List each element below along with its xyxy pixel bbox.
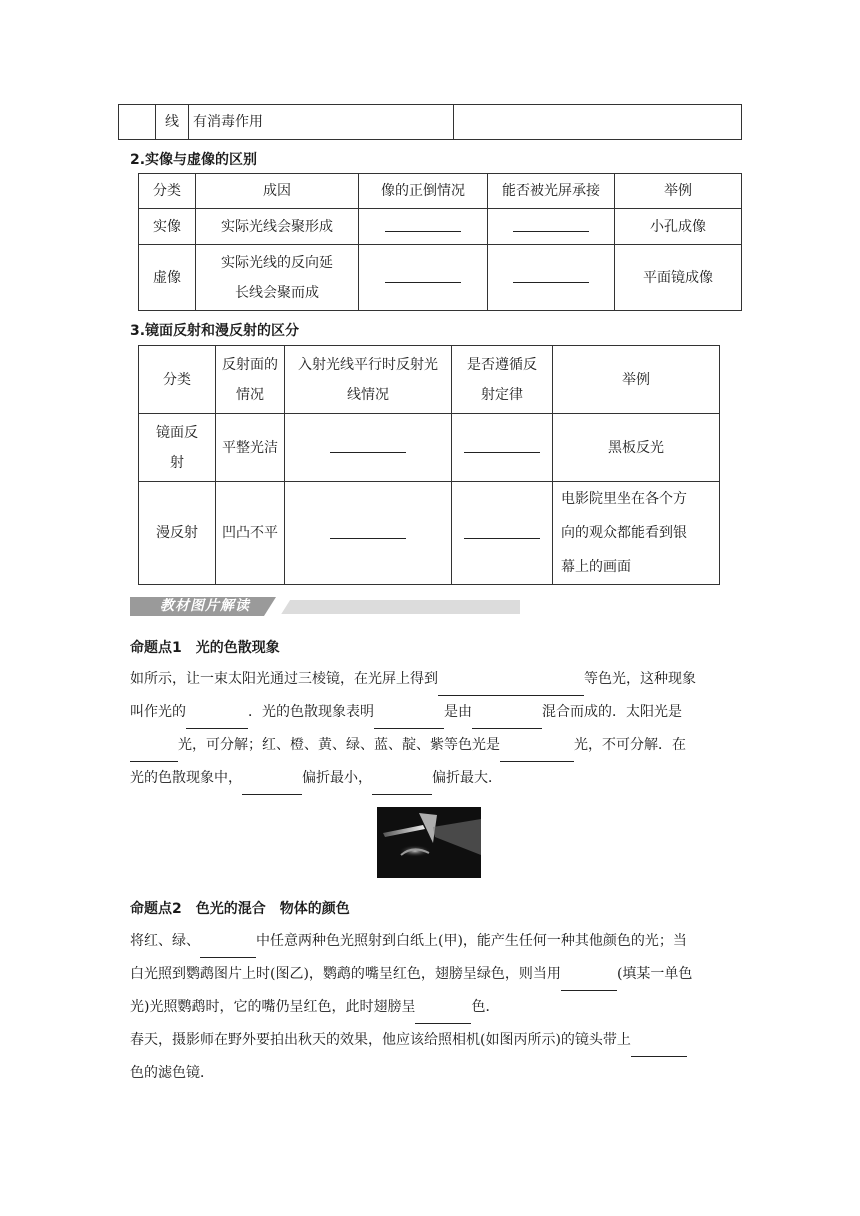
answer-blank[interactable] xyxy=(452,414,553,482)
text-line: 将红、绿、 中任意两种色光照射到白纸上(甲)，能产生任何一种其他颜色的光；当 xyxy=(130,925,742,958)
table-cell: 实像 xyxy=(139,209,196,245)
table-header-row xyxy=(139,346,720,414)
table-row xyxy=(139,414,720,482)
header-cell: 成因 xyxy=(196,174,359,209)
cell-line: 电影院里坐在各个方 xyxy=(561,491,687,507)
real-virtual-table xyxy=(138,173,742,311)
table-cell: 漫反射 xyxy=(139,482,216,585)
cell-line: 情况 xyxy=(236,386,264,403)
section-banner xyxy=(130,597,520,616)
header-cell: 能否被光屏承接 xyxy=(488,174,615,209)
text-line: 白光照到鹦鹉图片上时(图乙)，鹦鹉的嘴呈红色，翅膀呈绿色，则当用 (填某一单色 xyxy=(130,958,742,991)
answer-blank[interactable] xyxy=(488,245,615,311)
answer-blank[interactable] xyxy=(438,678,584,696)
cell-line: 射 xyxy=(170,454,184,471)
cell-line: 镜面反 xyxy=(156,424,198,441)
header-cell xyxy=(285,346,452,414)
header-cell xyxy=(452,346,553,414)
answer-blank[interactable] xyxy=(242,777,302,795)
text-line: 光)光照鹦鹉时，它的嘴仍呈红色，此时翅膀呈 色． xyxy=(130,991,742,1024)
header-cell: 分类 xyxy=(139,346,216,414)
answer-blank[interactable] xyxy=(500,744,574,762)
section-title-real-virtual: 2.实像与虚像的区别 xyxy=(130,152,258,168)
table-row xyxy=(119,105,742,140)
cell-line: 向的观众都能看到银 xyxy=(561,525,687,541)
answer-blank[interactable] xyxy=(472,711,542,729)
point1-paragraph xyxy=(130,663,742,795)
answer-blank[interactable] xyxy=(372,777,432,795)
table-cell xyxy=(119,105,156,140)
text-line: 春天，摄影师在野外要拍出秋天的效果，他应该给照相机(如图丙所示)的镜头带上 xyxy=(130,1024,742,1057)
text-line: 光的色散现象中， 偏折最小， 偏折最大． xyxy=(130,762,742,795)
answer-blank[interactable] xyxy=(359,209,488,245)
header-cell: 像的正倒情况 xyxy=(359,174,488,209)
prism-dispersion-photo xyxy=(377,807,481,878)
table-row xyxy=(139,209,742,245)
answer-blank[interactable] xyxy=(285,482,452,585)
text-line: 如所示，让一束太阳光通过三棱镜，在光屏上得到 等色光，这种现象 xyxy=(130,663,742,696)
text-line: 光，可分解；红、橙、黄、绿、蓝、靛、紫等色光是 光，不可分解．在 xyxy=(130,729,742,762)
answer-blank[interactable] xyxy=(285,414,452,482)
table-cell xyxy=(196,245,359,311)
answer-blank[interactable] xyxy=(561,973,617,991)
text-line: 色的滤色镜． xyxy=(130,1065,214,1081)
table-cell: 平面镜成像 xyxy=(615,245,742,311)
point2-paragraph xyxy=(130,925,742,1090)
cell-line: 实际光线的反向延 xyxy=(221,254,333,271)
table-row xyxy=(139,482,720,585)
header-cell: 举例 xyxy=(553,346,720,414)
cell-line: 是否遵循反 xyxy=(467,356,537,373)
table-header-row xyxy=(139,174,742,209)
cell-line: 反射面的 xyxy=(222,356,278,373)
answer-blank[interactable] xyxy=(374,711,444,729)
cell-line: 幕上的画面 xyxy=(561,559,631,575)
table-row xyxy=(139,245,742,311)
table-cell xyxy=(553,482,720,585)
table-cell: 黑板反光 xyxy=(553,414,720,482)
header-cell xyxy=(216,346,285,414)
table-cell: 小孔成像 xyxy=(615,209,742,245)
answer-blank[interactable] xyxy=(359,245,488,311)
banner-label: 教材图片解读 xyxy=(160,598,250,614)
answer-blank[interactable] xyxy=(130,744,178,762)
point1-title: 命题点1 光的色散现象 xyxy=(130,640,280,656)
table-cell xyxy=(139,414,216,482)
top-continuation-table xyxy=(118,104,742,140)
point2-title: 命题点2 色光的混合 物体的颜色 xyxy=(130,901,350,917)
cell-line: 线情况 xyxy=(347,386,389,403)
cell-line: 长线会聚而成 xyxy=(235,284,319,301)
cell-line: 入射光线平行时反射光 xyxy=(298,356,438,373)
table-cell xyxy=(454,105,742,140)
answer-blank[interactable] xyxy=(631,1039,687,1057)
answer-blank[interactable] xyxy=(200,940,256,958)
table-cell: 平整光洁 xyxy=(216,414,285,482)
reflection-table xyxy=(138,345,720,585)
table-cell: 虚像 xyxy=(139,245,196,311)
answer-blank[interactable] xyxy=(186,711,248,729)
header-cell: 分类 xyxy=(139,174,196,209)
table-cell: 凹凸不平 xyxy=(216,482,285,585)
text-line: 叫作光的 ．光的色散现象表明 是由 混合而成的．太阳光是 xyxy=(130,696,742,729)
answer-blank[interactable] xyxy=(415,1006,471,1024)
table-cell: 有消毒作用 xyxy=(189,105,454,140)
section-title-reflection: 3.镜面反射和漫反射的区分 xyxy=(130,323,300,339)
cell-line: 射定律 xyxy=(481,386,523,403)
answer-blank[interactable] xyxy=(452,482,553,585)
table-cell: 实际光线会聚形成 xyxy=(196,209,359,245)
table-cell: 线 xyxy=(156,105,189,140)
answer-blank[interactable] xyxy=(488,209,615,245)
header-cell: 举例 xyxy=(615,174,742,209)
